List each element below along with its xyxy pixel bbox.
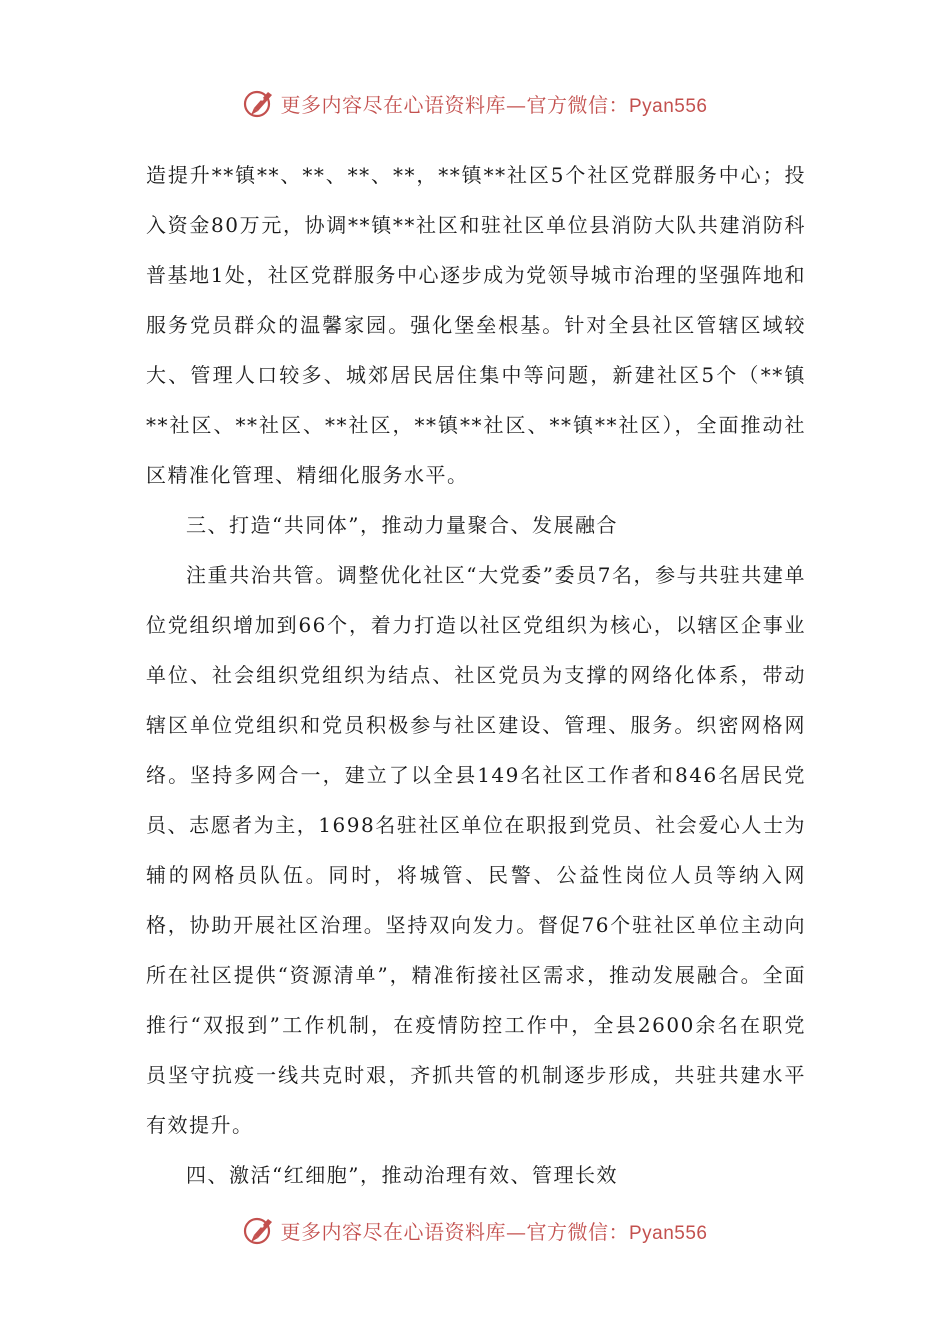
section-heading-3: 三、打造“共同体”，推动力量聚合、发展融合: [186, 513, 618, 537]
header-watermark: [0, 83, 950, 123]
paragraph-body: 造提升**镇**、**、**、**，**镇**社区5个社区党群服务中心；投入资金80万元，协调**镇**社区和驻社区单位县消防大队共建消防科普基地1处，社区党群服务中心逐步成为党领导城市治理的坚强阵地和服务党员群众的温馨家园。强化堡垒根基。针对全县社区管辖区域较大、管理人口较多、城郊居民居住集中等问题，新建社区5个（**镇**社区、**社区、**社区，**镇**社区、**镇**社区），全面推动社区精准化管理、精细化服务水平。: [146, 163, 806, 487]
pen-nib-logo-icon: [242, 1213, 276, 1247]
footer-watermark: [0, 1210, 950, 1250]
paragraph-section-3: 注重共治共管。调整优化社区“大党委”委员7名，参与共驻共建单位党组织增加到66个，着力打造以社区党组织为核心，以辖区企事业单位、社会组织党组织为结点、社区党员为支撑的网络化体系，带动辖区单位党组织和党员积极参与社区建设、管理、服务。织密网格网络。坚持多网合一，建立了以全县149名社区工作者和846名居民党员、志愿者为主，1698名驻社区单位在职报到党员、社会爱心人士为辅的网格员队伍。同时，将城管、民警、公益性岗位人员等纳入网格，协助开展社区治理。坚持双向发力。督促76个驻社区单位主动向所在社区提供“资源清单”，精准衔接社区需求，推动发展融合。全面推行“双报到”工作机制，在疫情防控工作中，全县2600余名在职党员坚守抗疫一线共克时艰，齐抓共管的机制逐步形成，共驻共建水平有效提升。: [146, 563, 806, 1137]
section-heading-4: 四、激活“红细胞”，推动治理有效、管理长效: [186, 1163, 618, 1187]
wechat-id: Pyan556: [628, 95, 708, 117]
watermark-text: 更多内容尽在心语资料库—官方微信：Pyan556: [280, 1219, 708, 1244]
pen-nib-logo-icon: [242, 86, 276, 120]
document-body: [146, 150, 806, 1200]
watermark-text: 更多内容尽在心语资料库—官方微信：Pyan556: [280, 92, 708, 117]
wechat-id: Pyan556: [628, 1222, 708, 1244]
